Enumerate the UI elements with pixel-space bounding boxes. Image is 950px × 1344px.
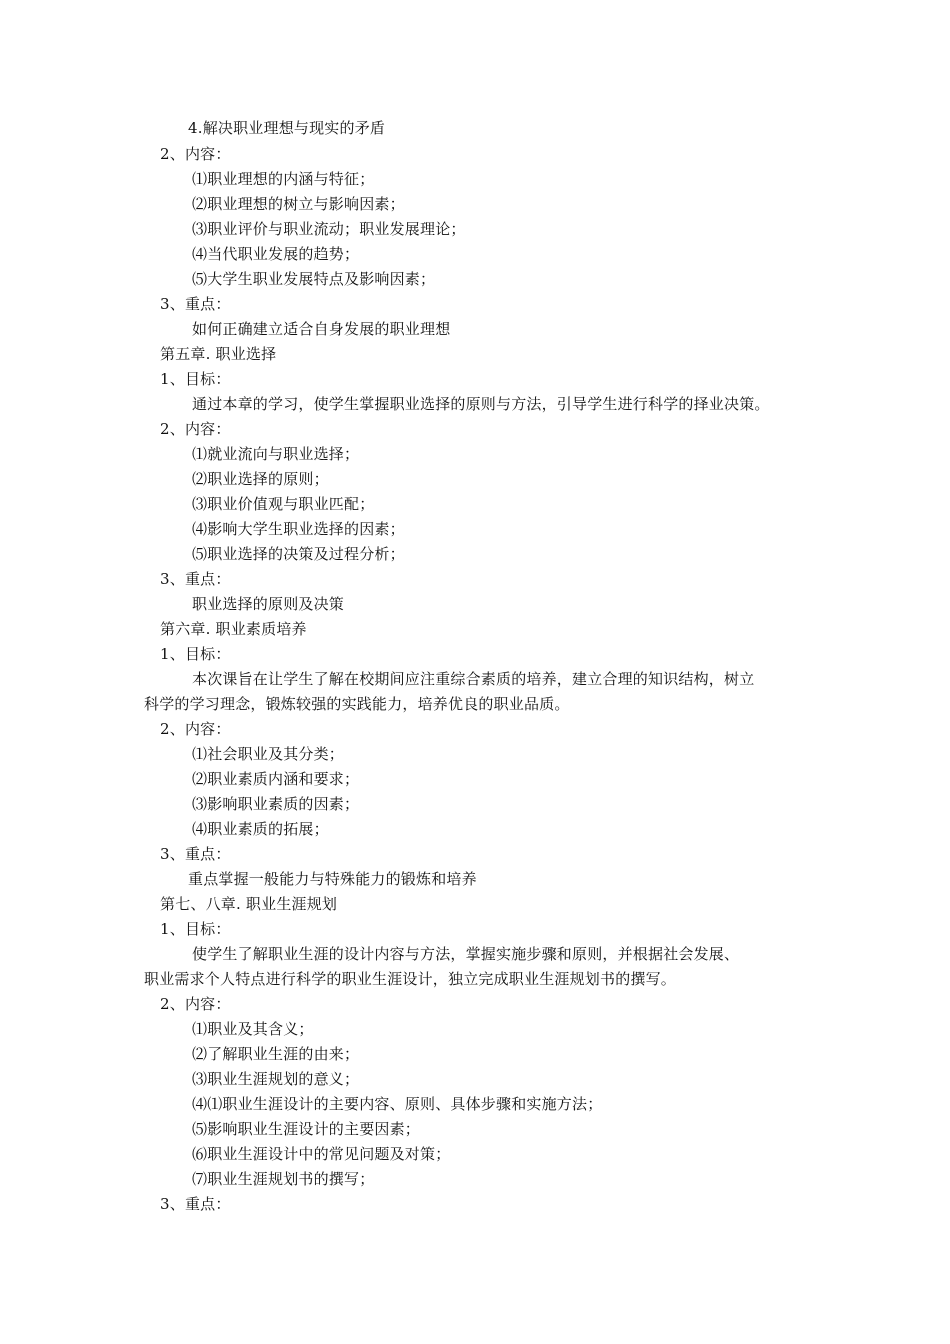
- goal-text: 通过本章的学习，使学生掌握职业选择的原则与方法，引导学生进行科学的择业决策。: [192, 395, 770, 413]
- list-item: ⑵职业素质内涵和要求；: [192, 770, 360, 788]
- key-points-text: 如何正确建立适合自身发展的职业理想: [192, 320, 451, 338]
- section-heading-key-points: 3、重点：: [160, 1195, 231, 1213]
- key-points-text: 重点掌握一般能力与特殊能力的锻炼和培养: [188, 870, 477, 888]
- section-heading-goal: 1、目标：: [160, 645, 231, 663]
- goal-text-continued: 科学的学习理念，锻炼较强的实践能力，培养优良的职业品质。: [144, 695, 570, 713]
- list-item: ⑴社会职业及其分类；: [192, 745, 345, 763]
- list-item: ⑵职业理想的树立与影响因素；: [192, 195, 405, 213]
- chapter-heading-7-8: 第七、八章. 职业生涯规划: [160, 895, 338, 913]
- section-heading-content: 2、内容：: [160, 720, 231, 738]
- goal-text: 使学生了解职业生涯的设计内容与方法，掌握实施步骤和原则，并根据社会发展、: [192, 945, 740, 963]
- section-heading-key-points: 3、重点：: [160, 845, 231, 863]
- chapter-heading-6: 第六章. 职业素质培养: [160, 620, 307, 638]
- list-item: ⑶职业评价与职业流动；职业发展理论；: [192, 220, 466, 238]
- list-item: ⑷职业素质的拓展；: [192, 820, 329, 838]
- goal-text-continued: 职业需求个人特点进行科学的职业生涯设计，独立完成职业生涯规划书的撰写。: [144, 970, 677, 988]
- list-item: ⑵了解职业生涯的由来；: [192, 1045, 360, 1063]
- list-item: ⑸职业选择的决策及过程分析；: [192, 545, 405, 563]
- section-heading-goal: 1、目标：: [160, 920, 231, 938]
- list-item: ⑶影响职业素质的因素；: [192, 795, 360, 813]
- list-item: ⑶职业价值观与职业匹配；: [192, 495, 375, 513]
- section-heading-key-points: 3、重点：: [160, 570, 231, 588]
- sub-item-resolve-conflict: 4.解决职业理想与现实的矛盾: [188, 119, 386, 137]
- goal-text: 本次课旨在让学生了解在校期间应注重综合素质的培养，建立合理的知识结构，树立: [192, 670, 755, 688]
- section-heading-content: 2、内容：: [160, 995, 231, 1013]
- list-item: ⑷当代职业发展的趋势；: [192, 245, 360, 263]
- list-item: ⑷影响大学生职业选择的因素；: [192, 520, 405, 538]
- list-item: ⑴职业理想的内涵与特征；: [192, 170, 375, 188]
- list-item: ⑸影响职业生涯设计的主要因素；: [192, 1120, 421, 1138]
- list-item: ⑶职业生涯规划的意义；: [192, 1070, 360, 1088]
- list-item: ⑸大学生职业发展特点及影响因素；: [192, 270, 436, 288]
- list-item: ⑷⑴职业生涯设计的主要内容、原则、具体步骤和实施方法；: [192, 1095, 603, 1113]
- section-heading-content: 2、内容：: [160, 145, 231, 163]
- list-item: ⑵职业选择的原则；: [192, 470, 329, 488]
- list-item: ⑴就业流向与职业选择；: [192, 445, 360, 463]
- chapter-heading-5: 第五章. 职业选择: [160, 345, 277, 363]
- section-heading-content: 2、内容：: [160, 420, 231, 438]
- list-item: ⑹职业生涯设计中的常见问题及对策；: [192, 1145, 451, 1163]
- section-heading-goal: 1、目标：: [160, 370, 231, 388]
- key-points-text: 职业选择的原则及决策: [192, 595, 345, 613]
- list-item: ⑴职业及其含义；: [192, 1020, 314, 1038]
- section-heading-key-points: 3、重点：: [160, 295, 231, 313]
- list-item: ⑺职业生涯规划书的撰写；: [192, 1170, 375, 1188]
